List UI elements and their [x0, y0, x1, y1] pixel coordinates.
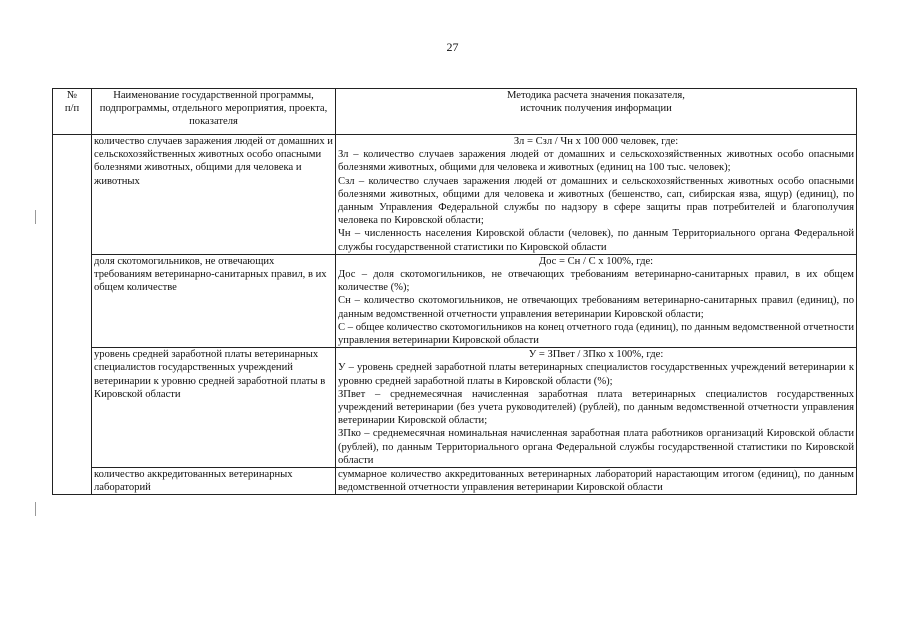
calculation-method	[336, 348, 857, 468]
method-line: С – общее количество скотомогильников на конец отчетного года (единиц), по данным ведомственной отчетности управления ветеринарии Кировской области	[338, 321, 854, 347]
indicator-name: количество аккредитованных ветеринарных лабораторий	[92, 468, 336, 495]
header-num: № п/п	[53, 89, 92, 135]
formula: Дос = Сн / С х 100%, где:	[538, 255, 654, 267]
method-line: Сн – количество скотомогильников, не отвечающих требованиям ветеринарно-санитарных правил (единиц), по данным ведомственной отчетности управления ветеринарии Кировской области;	[338, 295, 854, 320]
method-line: суммарное количество аккредитованных ветеринарных лабораторий нарастающим итогом (единиц), по данным ведомственной отчетности управления ветеринарии Кировской области	[338, 469, 854, 494]
method-line: ЗПвет – среднемесячная начисленная заработная плата ветеринарных специалистов государственных учреждений ветеринарии (без учета руководителей) (рублей), по данным ведомственной отчетности управления ветеринарии Кировской области;	[338, 388, 854, 427]
header-method: Методика расчета значения показателя, источник получения информации	[336, 89, 857, 135]
calculation-method	[336, 135, 857, 255]
margin-mark	[35, 502, 36, 516]
table-header-row	[53, 89, 857, 135]
row-number-cell	[53, 468, 92, 495]
method-line: ЗПко – среднемесячная номинальная начисленная заработная плата работников организаций Кировской области (рублей), по данным Территориального органа Федеральной службы государственной статистики по Кировской области	[338, 428, 854, 466]
row-number-cell	[53, 135, 92, 255]
table-row	[53, 135, 857, 255]
header-name: Наименование государственной программы, подпрограммы, отдельного мероприятия, проекта, показателя	[92, 89, 336, 135]
method-line: Зл – количество случаев заражения людей от домашних и сельскохозяйственных животных особо опасными болезнями животных, общими для человека и животных (единиц на 100 тыс. человек);	[338, 149, 854, 174]
row-number-cell	[53, 254, 92, 347]
table-row	[53, 348, 857, 468]
indicator-name: количество случаев заражения людей от домашних и сельскохозяйственных животных особо опасными болезнями животных, общими для человека и животных	[92, 135, 336, 255]
table-row	[53, 254, 857, 347]
method-line: У – уровень средней заработной платы ветеринарных специалистов государственных учреждений ветеринарии к уровню средней заработной платы в Кировской области (%);	[338, 362, 854, 387]
indicator-name: уровень средней заработной платы ветеринарных специалистов государственных учреждений ветеринарии к уровню средней заработной платы в Кировской области	[92, 348, 336, 468]
formula: У = ЗПвет / ЗПко х 100%, где:	[528, 349, 664, 361]
formula: Зл = Сзл / Чн х 100 000 человек, где:	[513, 136, 679, 147]
method-line: Дос – доля скотомогильников, не отвечающих требованиям ветеринарно-санитарных правил, в их общем количестве (%);	[338, 269, 854, 294]
method-line: Чн – численность населения Кировской области (человек), по данным Территориального органа Федеральной службы государственной статистики по Кировской области	[338, 228, 854, 253]
method-line: Сзл – количество случаев заражения людей от домашних и сельскохозяйственных животных особо опасными болезнями животных, общими для человека и животных (бешенство, сап, сибирская язва, ящур) (единиц), по данным Управления Федеральной службы по надзору в сфере защиты прав потребителей и благополучия человека по Кировской области;	[338, 175, 854, 227]
margin-mark	[35, 210, 36, 224]
row-number-cell	[53, 348, 92, 468]
table-row	[53, 468, 857, 495]
indicator-name: доля скотомогильников, не отвечающих требованиям ветеринарно-санитарных правил, в их общем количестве	[92, 254, 336, 347]
page-number: 27	[446, 40, 459, 54]
calculation-method	[336, 468, 857, 495]
indicator-table	[52, 88, 857, 495]
calculation-method	[336, 254, 857, 347]
